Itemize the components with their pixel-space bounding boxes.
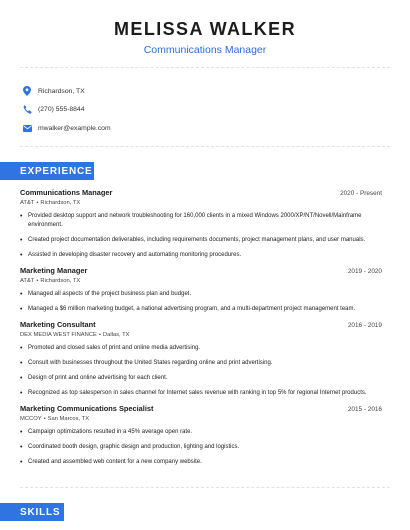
resume-header bbox=[0, 0, 410, 57]
job-bullets bbox=[20, 428, 382, 467]
candidate-role: Communications Manager bbox=[143, 44, 267, 56]
job-company-line: AT&T • Richardson, TX bbox=[20, 200, 81, 206]
contact-email-text[interactable]: mwalker@example.com bbox=[38, 124, 111, 132]
phone-icon bbox=[20, 103, 34, 117]
job-company: MCCOY bbox=[20, 416, 42, 422]
section-heading-experience: EXPERIENCE bbox=[0, 162, 94, 180]
job-entry bbox=[20, 266, 382, 314]
job-company-line: AT&T • Richardson, TX bbox=[20, 278, 81, 284]
contact-location-text: Richardson, TX bbox=[38, 87, 85, 95]
job-title: Marketing Consultant bbox=[20, 320, 96, 329]
contact-list bbox=[20, 82, 111, 137]
list-item: • Assisted in developing disaster recovery and automating monitoring procedures. bbox=[20, 251, 382, 260]
contact-email bbox=[20, 119, 111, 137]
job-company: DEX MEDIA WEST FINANCE bbox=[20, 332, 97, 338]
location-pin-icon bbox=[20, 84, 34, 98]
contact-phone-text: (270) 555-8844 bbox=[38, 106, 85, 113]
list-item: • Promoted and closed sales of print and online media advertising. bbox=[20, 344, 382, 353]
experience-list bbox=[20, 188, 382, 473]
job-date: 2015 - 2016 bbox=[347, 406, 382, 413]
list-item: • Campaign optimizations resulted in a 45% average open rate. bbox=[20, 428, 382, 437]
list-item: • Coordinated booth design, graphic design and production, lighting and logistics. bbox=[20, 443, 382, 452]
list-item: • Created project documentation deliverables, including requirements documents, project management plans, and user manuals. bbox=[20, 236, 382, 245]
section-heading-skills: SKILLS bbox=[0, 503, 64, 521]
job-entry bbox=[20, 404, 382, 467]
divider bbox=[20, 487, 390, 488]
job-company-line: DEX MEDIA WEST FINANCE • Dallas, TX bbox=[20, 332, 130, 338]
job-bullets bbox=[20, 212, 382, 260]
list-item: • Design of print and online advertising for each client. bbox=[20, 374, 382, 383]
job-company: AT&T bbox=[20, 278, 35, 284]
list-item: • Created and assembled web content for a new company website. bbox=[20, 458, 382, 467]
job-company-line: MCCOY • San Marcos, TX bbox=[20, 416, 90, 422]
list-item: • Managed a $6 million marketing budget, a national advertising program, and a multi-department project management team. bbox=[20, 305, 382, 314]
job-bullets bbox=[20, 344, 382, 398]
list-item: • Recognized as top salesperson in sales channel for Internet sales revenue with ranking in top 5% for regional Internet products. bbox=[20, 389, 382, 398]
list-item: • Managed all aspects of the project business plan and budget. bbox=[20, 290, 382, 299]
job-date: 2020 - Present bbox=[340, 190, 382, 197]
job-location: Dallas, TX bbox=[102, 332, 130, 338]
contact-phone bbox=[20, 101, 111, 119]
contact-location bbox=[20, 82, 111, 100]
candidate-name: MELISSA WALKER bbox=[114, 19, 296, 39]
job-title: Marketing Communications Specialist bbox=[20, 404, 154, 413]
email-icon bbox=[20, 121, 34, 135]
divider bbox=[20, 146, 390, 147]
job-company: AT&T bbox=[20, 200, 35, 206]
job-date: 2016 - 2019 bbox=[347, 322, 382, 329]
list-item: • Provided desktop support and network troubleshooting for 160,000 clients in a mixed Windows 2000/XP/NT/Novell/Mainframe environment. bbox=[20, 212, 382, 230]
job-entry bbox=[20, 188, 382, 260]
job-entry bbox=[20, 320, 382, 398]
job-bullets bbox=[20, 290, 382, 314]
job-date: 2019 - 2020 bbox=[347, 268, 382, 275]
job-location: San Marcos, TX bbox=[47, 416, 90, 422]
job-location: Richardson, TX bbox=[40, 278, 81, 284]
job-location: Richardson, TX bbox=[40, 200, 81, 206]
job-title: Communications Manager bbox=[20, 188, 113, 197]
list-item: • Consult with businesses throughout the United States regarding online and print advertising. bbox=[20, 359, 382, 368]
divider bbox=[20, 67, 390, 68]
job-title: Marketing Manager bbox=[20, 266, 88, 275]
